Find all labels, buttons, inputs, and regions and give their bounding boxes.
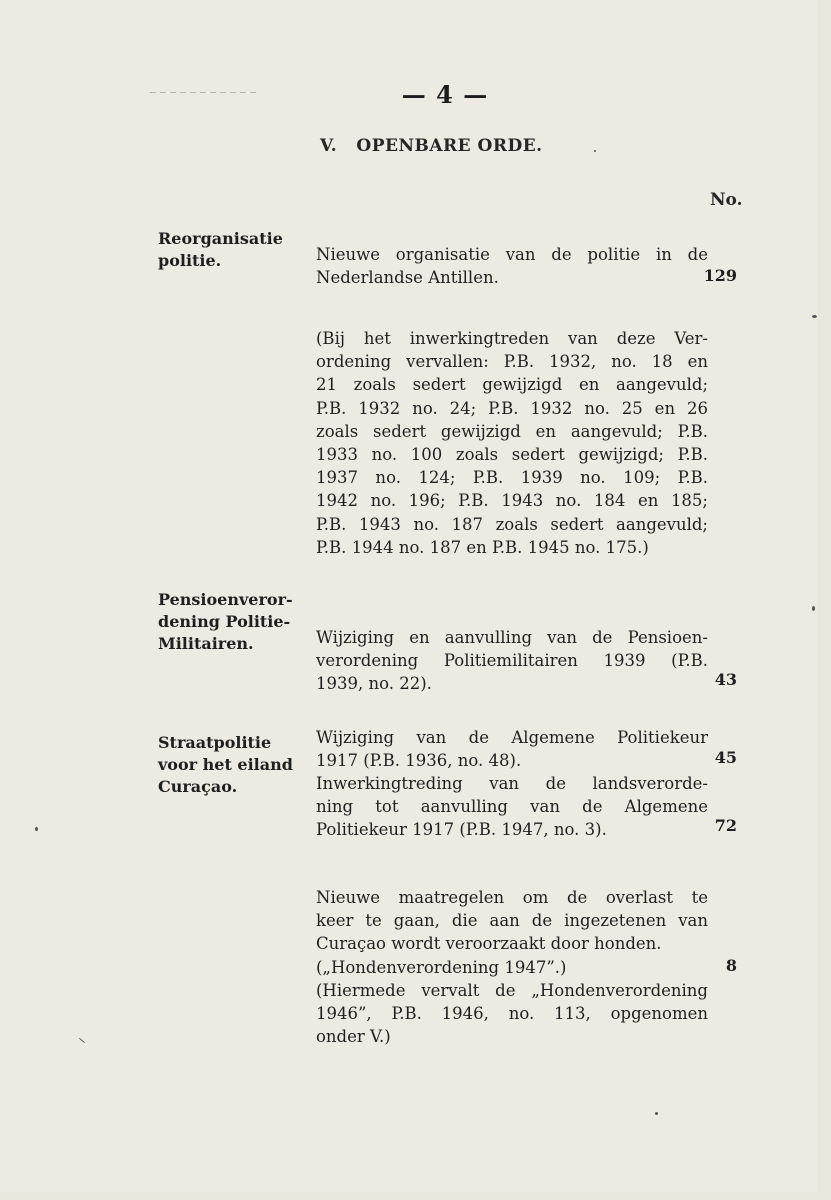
entry-text-politiekeur-wijziging	[316, 726, 708, 772]
text-line: keer te gaan, die aan de ingezetenen van	[316, 911, 708, 931]
scan-speck	[79, 1038, 86, 1044]
text-line: ning tot aanvulling van de Algemene	[316, 797, 708, 817]
section-title: V. OPENBARE ORDE.	[320, 136, 543, 156]
entry-text-pensioen-wijziging	[316, 626, 708, 696]
column-header-no: No.	[710, 190, 743, 210]
text-line: Inwerkingtreding van de landsverorde-	[316, 774, 708, 793]
text-line: Nederlandse Antillen.	[316, 268, 499, 288]
text-line: ordening vervallen: P.B. 1932, no. 18 en	[316, 352, 708, 372]
scan-speck	[812, 606, 815, 611]
margin-label-line: Curaçao.	[158, 777, 238, 796]
reference-number: 8	[725, 956, 737, 975]
text-line: P.B. 1943 no. 187 zoals sedert aangevuld;	[316, 514, 708, 534]
text-line: Politiekeur 1917 (P.B. 1947, no. 3).	[316, 820, 607, 840]
text-line: Nieuwe maatregelen om de overlast te	[316, 888, 708, 907]
scan-speck	[35, 827, 38, 831]
reference-number: 45	[714, 748, 737, 767]
scan-speck	[655, 1112, 658, 1115]
margin-label-line: voor het eiland	[158, 755, 293, 774]
margin-label-line: Militairen.	[158, 634, 254, 653]
text-line: 1917 (P.B. 1936, no. 48).	[316, 751, 522, 771]
reference-number: 129	[703, 266, 737, 285]
margin-label-pensioenverordening	[158, 589, 308, 655]
text-line: 1946”, P.B. 1946, no. 113, opgenomen	[316, 1004, 708, 1024]
text-line: Nieuwe organisatie van de politie in de	[316, 245, 708, 264]
text-line: Wijziging en aanvulling van de Pensioen-	[316, 628, 708, 647]
text-line: („Hondenverordening 1947”.)	[316, 957, 567, 977]
text-line: 1942 no. 196; P.B. 1943 no. 184 en 185;	[316, 491, 708, 511]
margin-label-line: dening Politie-	[158, 612, 291, 631]
margin-label-line: Straatpolitie	[158, 733, 272, 752]
text-line: P.B. 1944 no. 187 en P.B. 1945 no. 175.)	[316, 537, 649, 557]
text-line: onder V.)	[316, 1027, 391, 1047]
text-line: P.B. 1932 no. 24; P.B. 1932 no. 25 en 26	[316, 398, 708, 418]
text-line: 1933 no. 100 zoals sedert gewijzigd; P.B.	[316, 445, 708, 465]
page-number: — 4 —	[401, 80, 489, 109]
margin-label-line: Pensioenveror-	[158, 590, 293, 609]
text-line: 1937 no. 124; P.B. 1939 no. 109; P.B.	[316, 468, 708, 488]
scan-speck	[594, 150, 596, 152]
margin-label-line: politie.	[158, 251, 222, 270]
text-line: 21 zoals sedert gewijzigd en aangevuld;	[316, 375, 708, 395]
text-line: (Bij het inwerkingtreden van deze Ver-	[316, 329, 708, 348]
reference-number: 72	[714, 816, 737, 835]
entry-text-inwerkingtreding	[316, 772, 708, 842]
text-line: verordening Politiemilitairen 1939 (P.B.	[316, 651, 708, 671]
text-line: Wijziging van de Algemene Politiekeur	[316, 728, 708, 747]
margin-label-straatpolitie	[158, 732, 308, 798]
margin-label-reorganisatie	[158, 228, 308, 272]
entry-text-hondenverordening	[316, 886, 708, 1048]
entry-text-vervallen	[316, 327, 708, 559]
decorative-dash	[150, 92, 260, 93]
margin-label-line: Reorganisatie	[158, 229, 283, 248]
scan-speck	[812, 315, 817, 318]
text-line: Curaçao wordt veroorzaakt door honden.	[316, 934, 662, 954]
text-line: zoals sedert gewijzigd en aangevuld; P.B.	[316, 421, 708, 441]
reference-number: 43	[714, 670, 737, 689]
text-line: 1939, no. 22).	[316, 674, 432, 694]
text-line: (Hiermede vervalt de „Hondenverordening	[316, 980, 708, 1000]
entry-text-nieuwe-organisatie	[316, 243, 708, 289]
